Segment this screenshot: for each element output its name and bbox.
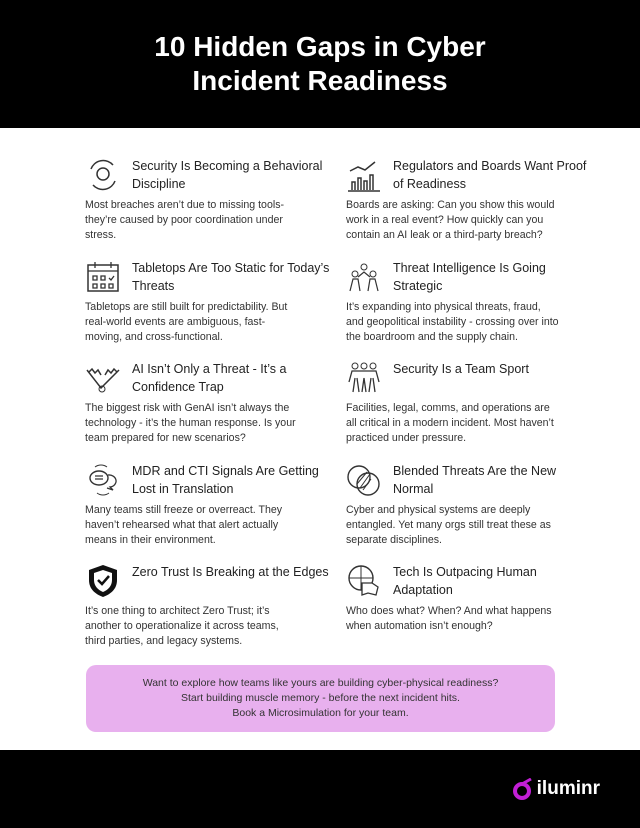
shield-check-icon xyxy=(85,563,121,599)
gap-title: Tabletops Are Too Static for Today’s Threats xyxy=(132,260,330,293)
gap-title: Threat Intelligence Is Going Strategic xyxy=(393,260,546,293)
calendar-icon xyxy=(85,259,121,295)
gap-description: Who does what? When? And what happens when automation isn’t enough? xyxy=(346,605,552,632)
cta-line: Start building muscle memory - before the next incident hits. xyxy=(181,692,460,704)
gap-title: MDR and CTI Signals Are Getting Lost in Translation xyxy=(132,463,319,496)
bar-chart-trend-icon xyxy=(346,157,382,193)
rotating-head-icon xyxy=(85,157,121,193)
meeting-people-icon xyxy=(346,259,382,295)
footer xyxy=(0,750,640,828)
gap-description: Cyber and physical systems are deeply entangled. Yet many orgs still treat these as separate disciplines. xyxy=(346,503,551,546)
gap-title: Tech Is Outpacing Human Adaptation xyxy=(393,565,537,597)
gap-description: The biggest risk with GenAI isn’t always the technology - it’s the human response. Is your team prepared for new scenarios? xyxy=(85,402,296,444)
gap-description: Facilities, legal, comms, and operations are all critical in a modern incident. Most haven’t practiced under pressure. xyxy=(346,402,554,444)
gap-title: Blended Threats Are the New Normal xyxy=(393,463,557,496)
logo-text: iluminr xyxy=(536,778,600,799)
gap-title: AI Isn’t Only a Threat - It’s a Confidence Trap xyxy=(132,362,287,394)
team-icon xyxy=(346,360,382,396)
cta-box xyxy=(86,665,555,732)
chat-bubbles-icon xyxy=(85,462,121,498)
gap-description: Many teams still freeze or overreact. They haven’t rehearsed what that alert actually means in their environment. xyxy=(85,503,283,546)
gap-title: Zero Trust Is Breaking at the Edges xyxy=(132,565,329,579)
gap-title: Security Is a Team Sport xyxy=(393,362,529,376)
brand-logo xyxy=(513,778,600,800)
overlapping-circles-icon xyxy=(346,462,382,498)
bear-trap-icon xyxy=(85,360,121,396)
header xyxy=(0,0,640,128)
cta-line: Want to explore how teams like yours are building cyber-physical readiness? xyxy=(142,677,499,689)
gap-description: Most breaches aren’t due to missing tools-they’re caused by poor coordination under stress. xyxy=(85,199,285,241)
globe-map-icon xyxy=(346,563,382,599)
gap-description: Tabletops are still built for predictability. But real-world events are ambiguous, fast-moving, and cross-functional. xyxy=(85,300,288,343)
gap-title: Security Is Becoming a Behavioral Discipline xyxy=(132,159,323,191)
page-title: 10 Hidden Gaps in Cyber Incident Readiness xyxy=(154,31,486,96)
gap-description: It’s one thing to architect Zero Trust; it’s another to operationalize it across teams, third parties, and legacy systems. xyxy=(85,605,279,647)
gap-description: It’s expanding into physical threats, fraud, and geopolitical instability - crossing over into the boardroom and the supply chain. xyxy=(346,300,559,343)
gap-description: Boards are asking: Can you show this would work in a real event? How quickly can you contain an AI leak or a third-party breach? xyxy=(346,199,555,241)
cta-link[interactable]: Book a Microsimulation for your team. xyxy=(232,707,409,719)
logo-mark-icon xyxy=(513,778,533,800)
gap-title: Regulators and Boards Want Proof of Readiness xyxy=(393,159,587,191)
